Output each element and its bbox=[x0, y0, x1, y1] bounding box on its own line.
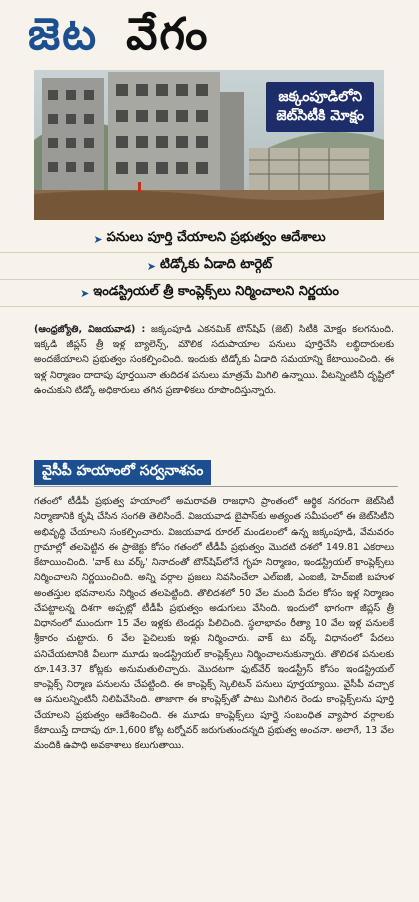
arrow-icon: ➤ bbox=[146, 259, 156, 273]
masthead-word-jet: జెట bbox=[28, 9, 99, 60]
summary-point-text: ఇండస్ట్రియల్ త్రీ కాంప్లెక్స్‌లు నిర్మించాలని నిర్ణయం bbox=[93, 284, 339, 299]
article-body: గతంలో టీడీపీ ప్రభుత్వ హయాంలో అమరావతి రాజధాని ప్రాంతంలో ఆర్థిక నగరంగా జెట్‌సిటీ నిర్మాణానికి కృషి చేసిన సంగతి తెలిసిందే. విజయవాడ బైపాస్‌కు అత్యంత సమీపంలో ఈ జెట్‌సిటీని అభివృద్ధి చేయాలని సంకల్పించారు. విజయవాడ రూరల్ మండలంలో ఉన్న జక్కంపూడి, వేమవరం గ్రామాల్లో తలపెట్టిన ఈ ప్రాజెక్టు కోసం గతంలో టీడీపీ ప్రభుత్వం మొదటి దశలో 149.81 ఎకరాలు కేటాయించింది. 'వాక్ టు వర్క్' నినాదంతో టౌన్‌షిప్‌లోనే గృహ నిర్మాణం, ఇండస్ట్రియల్ కాంప్లెక్స్‌లు నిర్మించాలని నిర్ణయించింది. అన్ని వర్గాల ప్రజలు నివసించేలా ఎల్ఐజీ, ఎంఐజీ, హెచ్ఐజీ బహుళ అంతస్తుల భవనాలను నిర్మించ తలపెట్టింది. తొలిదశలో 50 వేల మంది పేదల కోసం ఇళ్ల నిర్మాణం చేపట్టాలన్న దిశగా అప్పట్లో టీడీపీ ప్రభుత్వం అడుగులు వేసింది. ఇందులో భాగంగా జీప్లస్ త్రీ విధానంలో ముందుగా 15 వేల ఇళ్లకు టెండర్లు పిలిచింది. స్థలాభావం రీత్యా 10 వేల ఇళ్ల పనులకే శ్రీకారం చుట్టారు. 6 వేల పైచిలుకు ఇళ్లు నిర్మించారు. వాక్ టు వర్క్ విధానంలో పేదలు పనిచేయటానికి వీలుగా మూడు ఇండస్ట్రియల్ కాంప్లెక్స్‌లు నిర్మించాలనుకున్నారు. తొలిదశ పనులకు రూ.143.37 కోట్లకు అనుమతులిచ్చారు. మొదటగా ఫుట్‌వేర్ ఇండస్ట్రీస్ కోసం ఇండస్ట్రియల్ కాంప్లెక్స్ నిర్మాణ పనులను చేపట్టింది. ఈ కాంప్లెక్స్ స్కెలిటన్ పనులు పూర్తయ్యాయి. వైసీపీ వచ్చాక ఆ పనులన్నింటినీ నిలిపివేసింది. తాజాగా ఈ కాంప్లెక్స్‌తో పాటు మిగిలిన రెండు కాంప్లెక్స్‌లను పూర్తి చేయాలని ప్రభుత్వం ఆదేశించింది. ఈ మూడు కాంప్లెక్స్‌లు పూర్తై సంబంధిత వ్యాపార వర్గాలకు కేటాయిస్తే దాదాపు రూ.1,600 కోట్ల టర్నోవర్ జరుగుతుందన్నది ప్రభుత్వ అంచనా. అలాగే, 13 వేల మందికి ఉపాధి అవకాశాలు కలుగుతాయి. bbox=[34, 496, 394, 751]
intro-text: జక్కంపూడి ఎకనమిక్ టౌన్‌షిప్ (జెట్) సిటీకి మోక్షం కలగనుంది. ఇక్కడి జీప్లస్ త్రీ ఇళ్ల బ్యాలెన్స్, మౌలిక సదుపాయాల పనులు పూర్తిచేసి లబ్ధిదారులకు అందజేయాలని ప్రభుత్వం సంకల్పించింది. ఇందుకు టిడ్కోకు ఏడాది సమయాన్ని కేటాయించింది. ఈ ఇళ్ల నిర్మాణం దాదాపు పూర్తయినా తుదిదశ పనులు మాత్రమే మిగిలి ఉన్నాయి. వీటన్నింటినీ దృష్టిలో ఉంచుకుని టిడ్కో అధికారులు తగిన ప్రణాళికలు రూపొందిస్తున్నారు. bbox=[34, 324, 395, 396]
summary-point bbox=[0, 226, 419, 253]
photo-caption-line1: జక్కంపూడిలోని bbox=[278, 89, 363, 105]
arrow-icon: ➤ bbox=[93, 232, 103, 246]
dateline: (ఆంధ్రజ్యోతి, విజయవాడ) : bbox=[34, 324, 146, 335]
summary-point-text: పనులు పూర్తి చేయాలని ప్రభుత్వం ఆదేశాలు bbox=[106, 230, 326, 245]
photo-caption-line2: జెట్‌సిటీకి మోక్షం bbox=[276, 107, 364, 124]
masthead-word-speed: వేగం bbox=[126, 9, 210, 60]
section-subheading-text: వైసీపీ హయాంలో సర్వనాశనం bbox=[34, 460, 211, 485]
summary-point bbox=[0, 253, 419, 280]
masthead bbox=[28, 4, 408, 66]
section-subheading bbox=[34, 460, 398, 487]
summary-point-text: టిడ్కోకు ఏడాది టార్గెట్ bbox=[160, 257, 273, 272]
photo-caption bbox=[266, 82, 374, 132]
summary-points bbox=[0, 226, 419, 307]
intro-paragraph bbox=[34, 322, 394, 398]
construction-photo bbox=[34, 70, 384, 220]
summary-point bbox=[0, 280, 419, 307]
arrow-icon: ➤ bbox=[80, 286, 90, 300]
